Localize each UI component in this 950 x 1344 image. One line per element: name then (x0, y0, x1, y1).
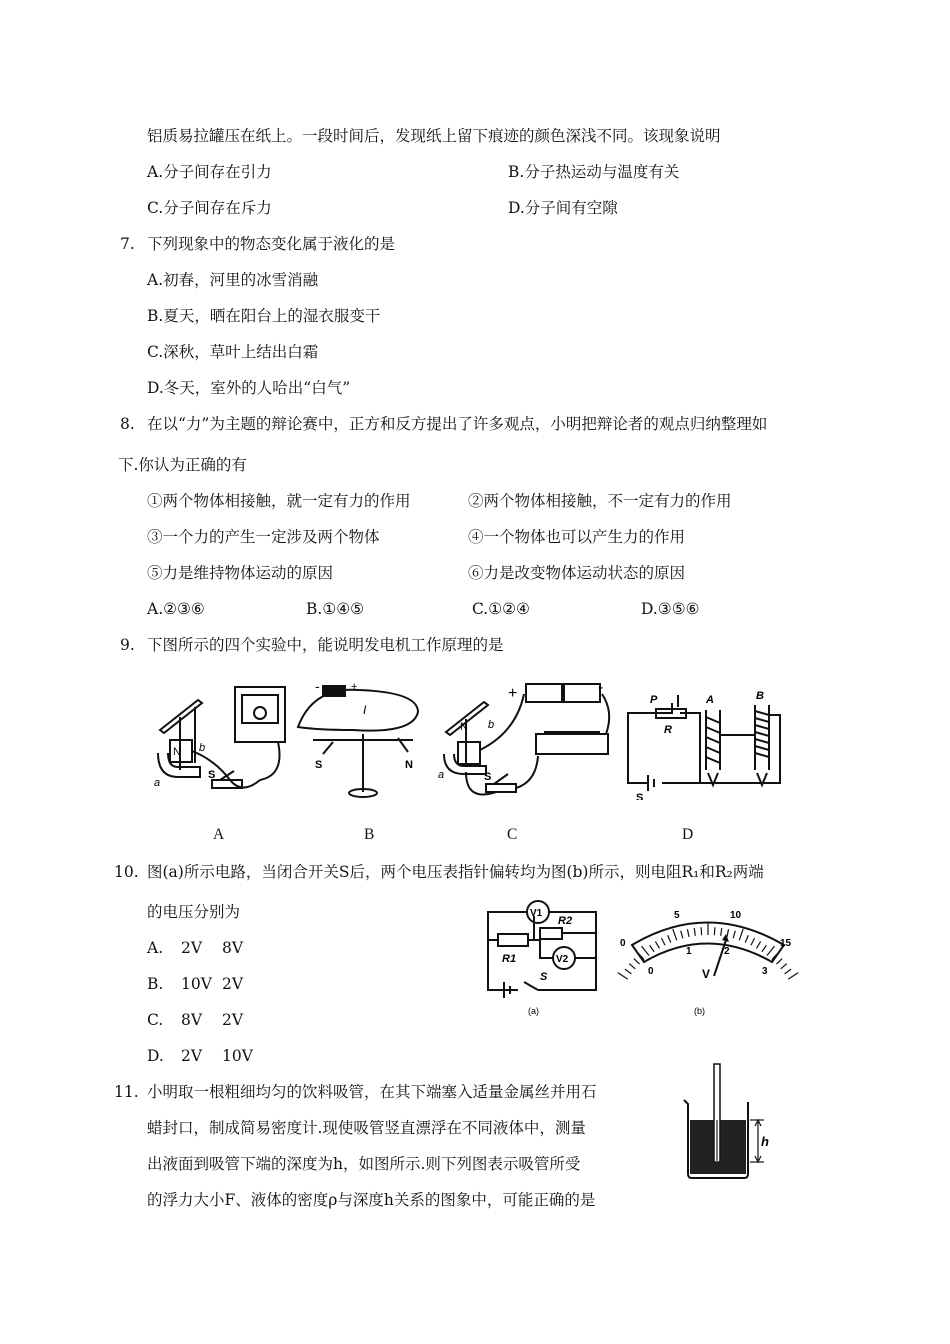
q9a-mark-s: S (208, 769, 216, 781)
dial-tick (776, 959, 782, 965)
dial-tick (673, 929, 677, 940)
dial-tick (681, 931, 683, 939)
q8-statement-6: ⑥力是改变物体运动状态的原因 (468, 564, 686, 582)
q8-option-d: D.③⑤⑥ (641, 600, 700, 618)
dial-tick (788, 973, 798, 979)
q10-figure-a-circuit (478, 900, 608, 1020)
q6-stem-continued: 铝质易拉罐压在纸上。一段时间后，发现纸上留下痕迹的颜色深浅不同。该现象说明 (147, 127, 721, 145)
q8-stem-line1: 在以“力”为主题的辩论赛中，正方和反方提出了许多观点，小明把辩论者的观点归纳整理如 (147, 415, 768, 433)
dial-tick (751, 938, 755, 945)
dial-tick (661, 938, 665, 945)
dial-tick (642, 946, 649, 955)
dial-tick (739, 929, 743, 940)
q9c-mark-n: N (460, 721, 468, 733)
q9d-mark-p: P (650, 694, 658, 706)
q8-option-c: C.①②④ (472, 600, 530, 618)
q9-label-a: A (213, 826, 225, 843)
q10-figure-b-voltmeter (612, 900, 802, 1020)
q7-option-a: A.初春，河里的冰雪消融 (147, 271, 319, 289)
q10b-unit-v: V (702, 967, 711, 981)
q9b-mark-plus: + (351, 681, 358, 693)
q10-option-c-v1: 8V (181, 1011, 203, 1029)
dial-tick (629, 964, 635, 969)
q10-option-b-letter: B. (147, 975, 164, 993)
q10b-top-10: 10 (730, 910, 742, 921)
q9-label-c: C (507, 826, 518, 843)
q8-option-a: A.②③⑥ (147, 600, 205, 618)
q8-statement-1: ①两个物体相接触，就一定有力的作用 (147, 492, 411, 510)
dial-tick (727, 929, 729, 937)
q9a-mark-b: b (199, 742, 206, 754)
q10b-bottom-1: 1 (686, 946, 692, 957)
q9a-mark-a: a (154, 777, 161, 789)
q9d-mark-b: B (756, 690, 764, 702)
q10-option-b-v2: 2V (222, 975, 244, 993)
q10a-mark-r2: R2 (558, 915, 573, 927)
q9c-mark-plus: + (508, 685, 518, 702)
q9c-mark-b: b (488, 719, 495, 731)
q10-stem-line2: 的电压分别为 (147, 903, 241, 921)
dial-tick (721, 928, 722, 936)
q9d-mark-a: A (706, 694, 714, 706)
q8-statement-5: ⑤力是维持物体运动的原因 (147, 564, 334, 582)
q10-option-c-v2: 2V (222, 1011, 244, 1029)
q10a-mark-r1: R1 (502, 953, 517, 965)
q10-option-b-v1: 10V (181, 975, 212, 993)
q11-line3: 出液面到吸管下端的深度为h，如图所示.则下列图表示吸管所受 (147, 1155, 581, 1173)
q9-number: 9. (120, 636, 135, 654)
q9d-mark-r: R (664, 724, 672, 736)
q9-label-d: D (682, 826, 694, 843)
q9b-mark-s: S (315, 759, 323, 771)
dial-tick (781, 964, 787, 969)
q9b-mark-n: N (405, 759, 413, 771)
q10-option-d-v2: 10V (222, 1047, 253, 1065)
q10-number: 10. (114, 863, 139, 881)
dial-tick (668, 935, 671, 942)
q10-option-a-letter: A. (147, 939, 164, 957)
q7-number: 7. (120, 235, 135, 253)
q8-statement-4: ④一个物体也可以产生力的作用 (468, 528, 686, 546)
q10-option-a-v2: 8V (222, 939, 244, 957)
dial-tick (714, 927, 715, 935)
dial-tick (785, 969, 791, 974)
q10a-mark-s: S (540, 971, 548, 983)
dial-tick (733, 931, 735, 939)
q8-number: 8. (120, 415, 135, 433)
q6-option-d: D.分子间有空隙 (508, 199, 618, 217)
q9-figure-b (293, 672, 433, 802)
q9-stem: 下图所示的四个实验中，能说明发电机工作原理的是 (147, 636, 504, 654)
q8-statement-3: ③一个力的产生一定涉及两个物体 (147, 528, 380, 546)
q10-option-c-letter: C. (147, 1011, 164, 1029)
dial-tick (655, 941, 659, 948)
dial-tick (625, 969, 631, 974)
q9-figure-a (150, 685, 295, 805)
dial-tick (634, 959, 640, 965)
q10-option-a-v1: 2V (181, 939, 203, 957)
dial-tick (618, 973, 628, 979)
dial-tick (745, 935, 748, 942)
q10b-caption: (b) (694, 1006, 705, 1016)
q7-option-c: C.深秋，草叶上结出白霜 (147, 343, 319, 361)
q10b-top-0: 0 (620, 938, 626, 949)
q10a-mark-v1: V1 (530, 908, 543, 919)
q8-stem-line2: 下.你认为正确的有 (118, 456, 247, 474)
q10a-caption: (a) (528, 1006, 539, 1016)
q7-stem: 下列现象中的物态变化属于液化的是 (147, 235, 396, 253)
q9d-mark-s: S (636, 792, 644, 800)
q9-label-b: B (364, 826, 375, 843)
q8-statement-2: ②两个物体相接触，不一定有力的作用 (468, 492, 732, 510)
q10b-bottom-3: 3 (762, 966, 768, 977)
q9-figure-d (620, 685, 790, 800)
q11-mark-h: h (761, 1134, 769, 1149)
q9c-mark-a: a (438, 769, 445, 781)
dial-tick (687, 929, 689, 937)
q10b-bottom-2: 2 (724, 946, 730, 957)
q11-line4: 的浮力大小F、液体的密度ρ与深度h关系的图象中，可能正确的是 (147, 1191, 596, 1209)
dial-tick (757, 941, 761, 948)
q10-option-d-letter: D. (147, 1047, 164, 1065)
q11-line1: 小明取一根粗细均匀的饮料吸管，在其下端塞入适量金属丝并用石 (147, 1083, 597, 1101)
q9a-mark-n: N (173, 746, 181, 758)
q6-option-b: B.分子热运动与温度有关 (508, 163, 680, 181)
q10a-mark-v2: V2 (556, 954, 569, 965)
q9c-mark-minus: - (598, 679, 604, 696)
q7-option-d: D.冬天，室外的人哈出“白气” (147, 379, 351, 397)
q10b-top-5: 5 (674, 910, 680, 921)
q9c-mark-s: S (484, 771, 492, 783)
q10-stem-line1: 图(a)所示电路，当闭合开关S后，两个电压表指针偏转均为图(b)所示，则电阻R₁和R₂两端 (147, 863, 764, 881)
q10-option-d-v1: 2V (181, 1047, 203, 1065)
q11-number: 11. (114, 1083, 139, 1101)
dial-tick (701, 927, 702, 935)
q6-option-c: C.分子间存在斥力 (147, 199, 272, 217)
q10b-top-15: 15 (780, 938, 792, 949)
q9-figure-c (436, 672, 618, 802)
q7-option-b: B.夏天，晒在阳台上的湿衣服变干 (147, 307, 381, 325)
dial-tick (694, 928, 695, 936)
dial-tick (762, 945, 767, 952)
q11-figure-beaker (680, 1062, 780, 1187)
q6-option-a: A.分子间存在引力 (147, 163, 272, 181)
q10b-bottom-0: 0 (648, 966, 654, 977)
dial-tick (767, 946, 774, 955)
q11-line2: 蜡封口，制成简易密度计.现使吸管竖直漂浮在不同液体中，测量 (147, 1119, 586, 1137)
dial-tick (650, 945, 655, 952)
q9b-mark-i: I (363, 703, 367, 717)
q9b-mark-minus: - (315, 678, 320, 694)
q8-option-b: B.①④⑤ (306, 600, 365, 618)
